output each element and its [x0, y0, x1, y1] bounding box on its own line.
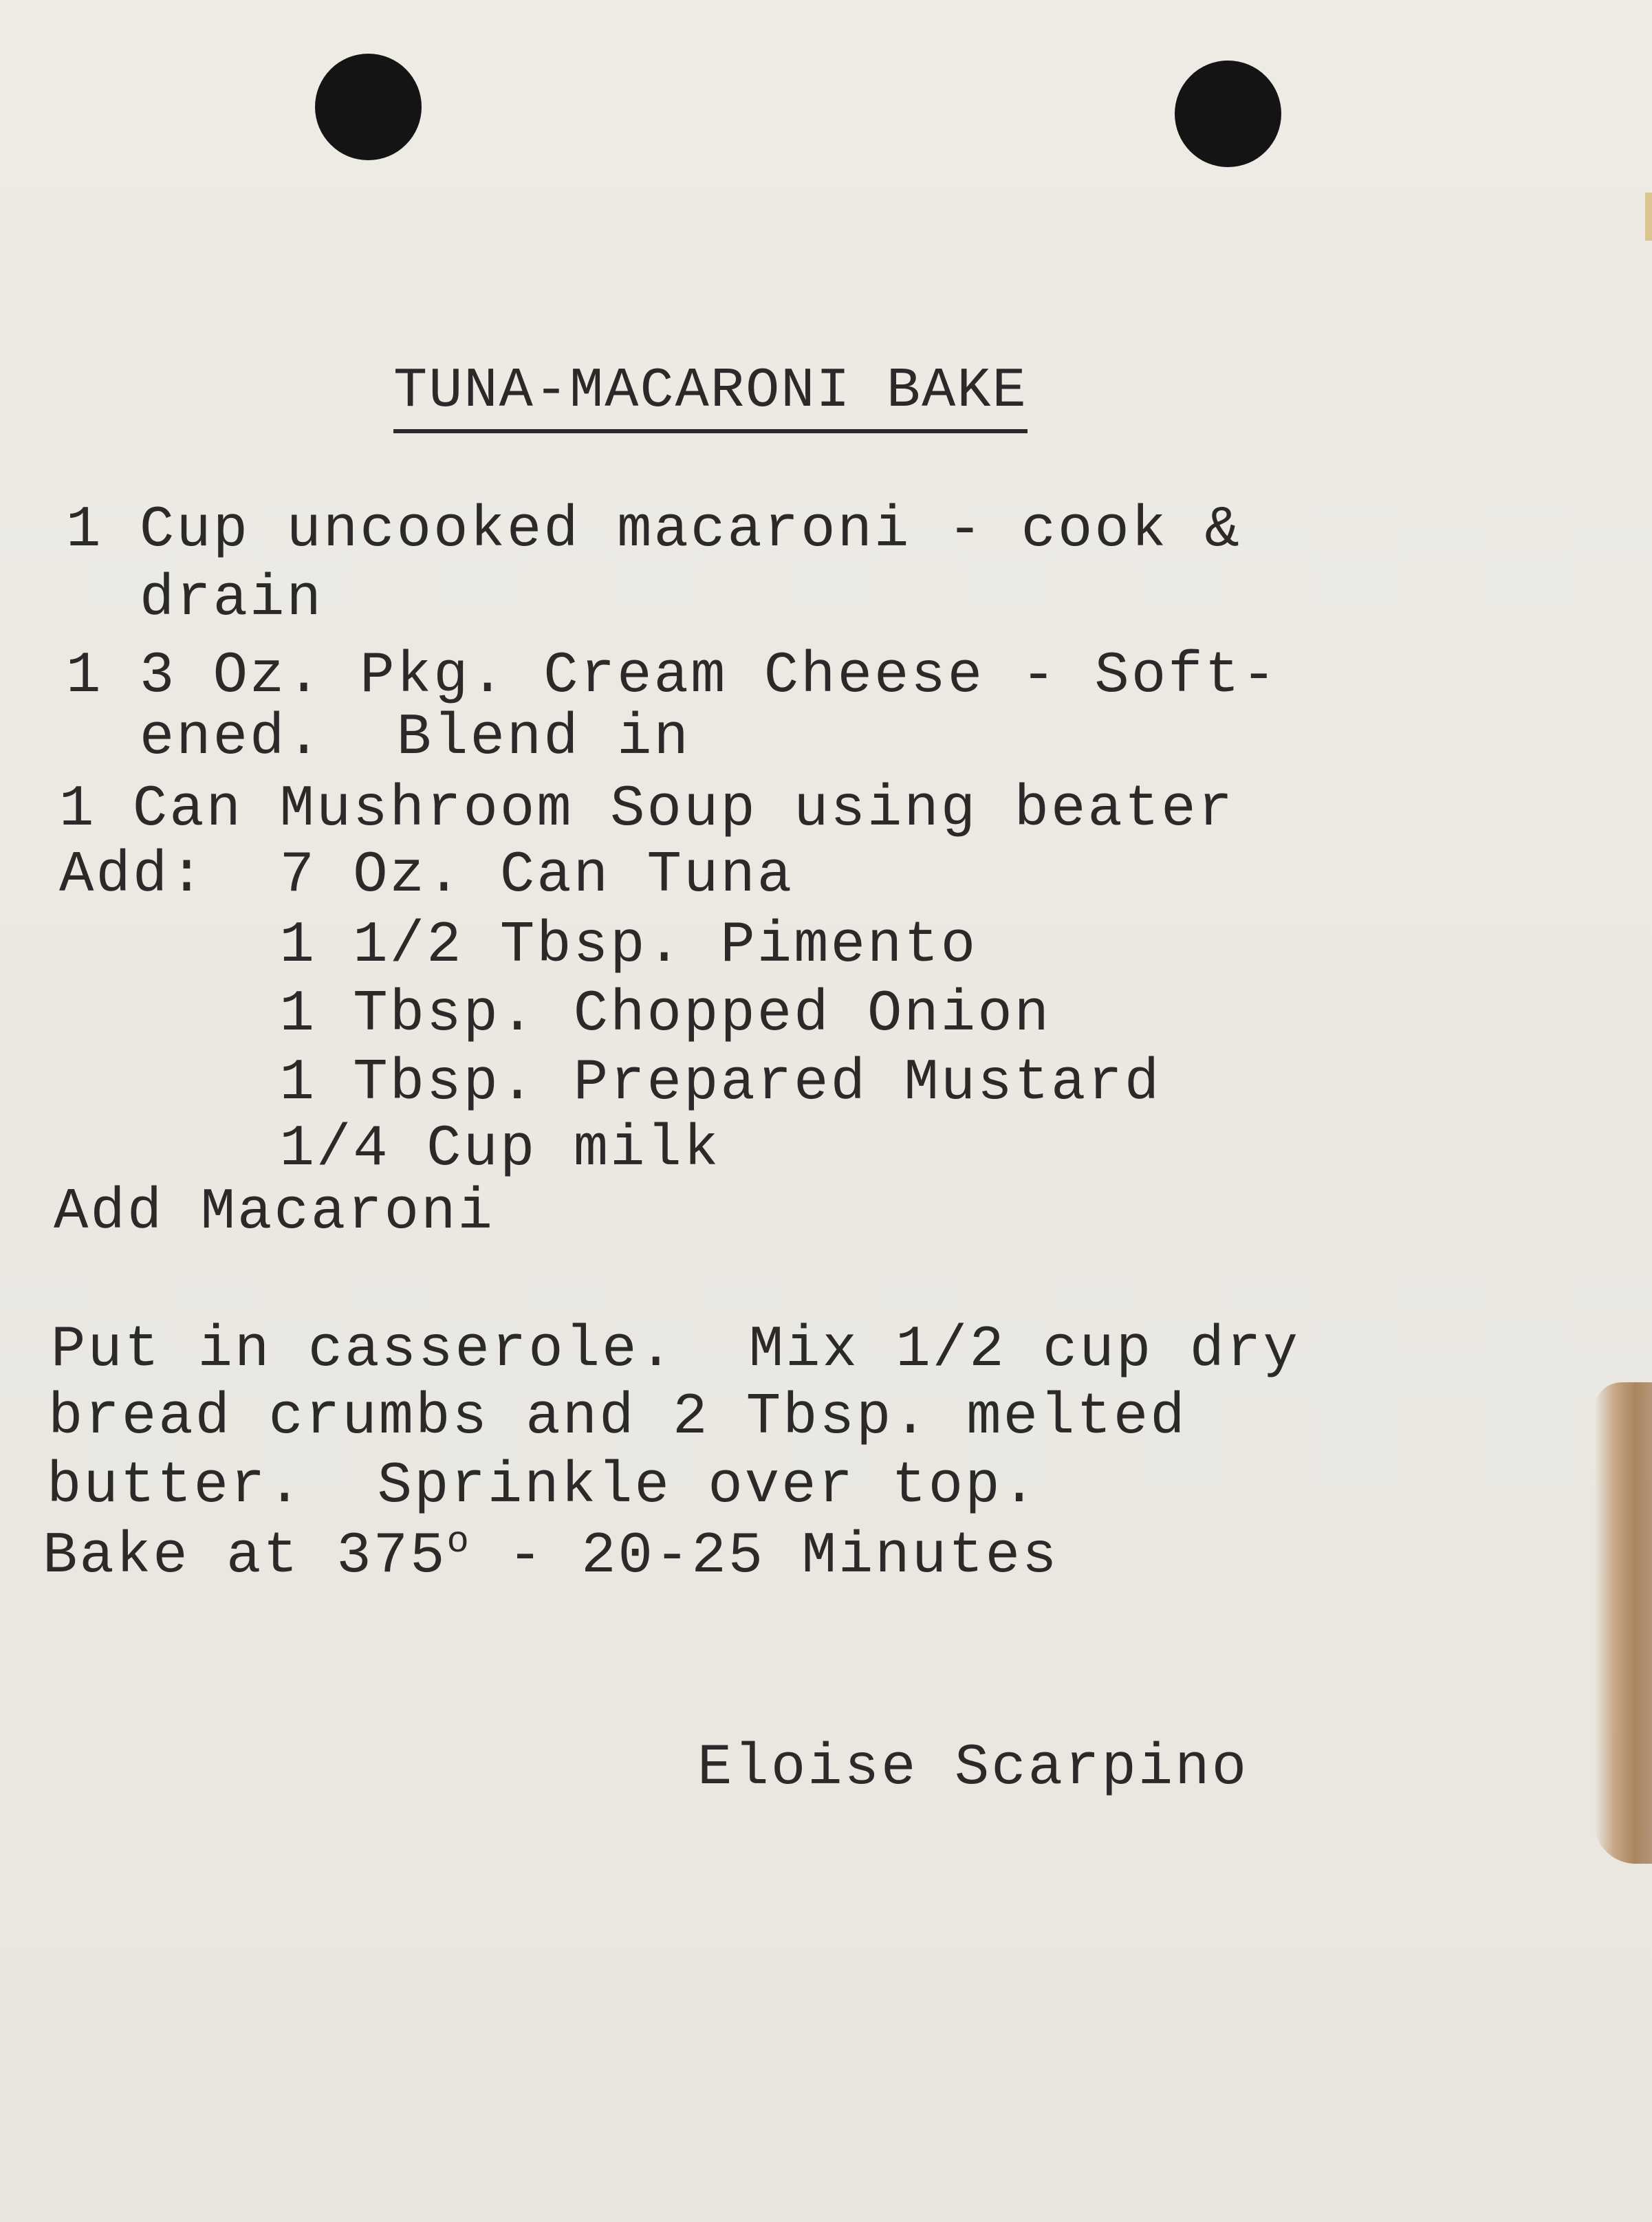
ingredient-line: 1 Tbsp. Prepared Mustard — [59, 1051, 1162, 1116]
ingredient-line: 1 Can Mushroom Soup using beater — [59, 777, 1235, 842]
punch-hole-left — [315, 54, 422, 160]
ingredient-line: 1 Tbsp. Chopped Onion — [59, 982, 1052, 1047]
ingredient-line: 1 Cup uncooked macaroni - cook & — [66, 498, 1242, 563]
bake-prefix: Bake at 375 — [43, 1524, 447, 1589]
degree-mark: o — [446, 1521, 471, 1563]
edge-mark — [1645, 193, 1652, 241]
stain-mark — [1594, 1382, 1652, 1864]
instruction-line: bread crumbs and 2 Tbsp. melted — [48, 1385, 1187, 1450]
ingredient-line: Add Macaroni — [54, 1180, 494, 1245]
ingredient-line: 1 3 Oz. Pkg. Cream Cheese - Soft- — [66, 644, 1279, 709]
ingredient-line: Add: 7 Oz. Can Tuna — [59, 843, 794, 908]
ingredient-line: ened. Blend in — [66, 706, 691, 771]
instruction-line: butter. Sprinkle over top. — [47, 1454, 1039, 1519]
recipe-title: TUNA-MACARONI BAKE — [393, 363, 1028, 433]
bake-suffix: - 20-25 Minutes — [470, 1524, 1059, 1589]
bake-instruction — [43, 1521, 1059, 1589]
signature: Eloise Scarpino — [697, 1736, 1249, 1801]
punch-hole-right — [1175, 61, 1281, 167]
ingredient-line: drain — [66, 567, 323, 632]
ingredient-line: 1 1/2 Tbsp. Pimento — [59, 913, 978, 979]
ingredient-line: 1/4 Cup milk — [59, 1117, 721, 1182]
instruction-line: Put in casserole. Mix 1/2 cup dry — [51, 1318, 1300, 1383]
